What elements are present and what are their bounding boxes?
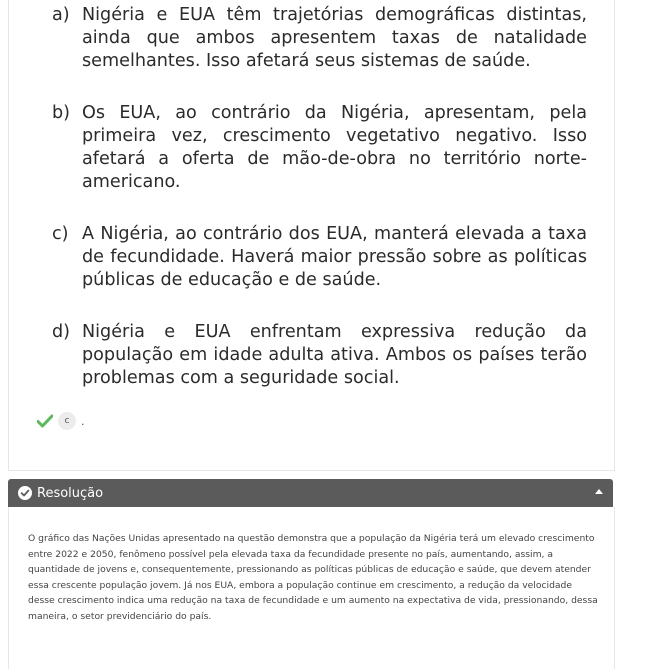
options-list (52, 4, 587, 419)
checkmark-icon (37, 414, 53, 428)
option-letter: b) (52, 103, 71, 123)
option-letter: a) (52, 5, 70, 25)
option-d (52, 321, 587, 390)
option-c (52, 223, 587, 292)
option-text: Nigéria e EUA têm trajetórias demográficas distintas, ainda que ambos apresentem taxas de natalidade semelhantes. Isso afetará seus sistemas de saúde. (82, 5, 587, 71)
resolution-title: Resolução (37, 485, 104, 501)
option-letter: c) (52, 224, 69, 244)
circle-check-icon (18, 486, 32, 500)
option-text: A Nigéria, ao contrário dos EUA, manterá elevada a taxa de fecundidade. Haverá maior pressão sobre as políticas públicas de educação e de saúde. (82, 224, 587, 290)
answer-badge: c (58, 412, 76, 430)
resolution-body (8, 507, 615, 669)
collapse-caret-icon[interactable] (595, 489, 603, 494)
option-letter: d) (52, 322, 71, 342)
option-text: Os EUA, ao contrário da Nigéria, apresentam, pela primeira vez, crescimento vegetativo negativo. Isso afetará a oferta de mão-de-obra no território norte-americano. (82, 103, 587, 192)
resolution-text: O gráfico das Nações Unidas apresentado na questão demonstra que a população da Nigéria terá um elevado crescimento entre 2022 e 2050, fenômeno possível pela elevada taxa da fecundidade presente no país, aumentando, assim, a quantidade de jovens e, consequentemente, pressionando as políticas públicas de educação e saúde, que devem atender essa crescente população jovem. Já nos EUA, embora a população continue em crescimento, a redução da velocidade desse crescimento indica uma redução na taxa de fecundidade e um aumento na expectativa de vida, pressionando, dessa maneira, o setor previdenciário do país. (28, 533, 598, 622)
answer-suffix: . (81, 414, 85, 428)
resolution-toggle[interactable] (8, 479, 613, 507)
option-text: Nigéria e EUA enfrentam expressiva redução da população em idade adulta ativa. Ambos os países terão problemas com a seguridade social. (82, 322, 587, 388)
question-card (8, 0, 615, 471)
option-a (52, 4, 587, 73)
correct-answer (37, 410, 85, 432)
option-b (52, 102, 587, 194)
